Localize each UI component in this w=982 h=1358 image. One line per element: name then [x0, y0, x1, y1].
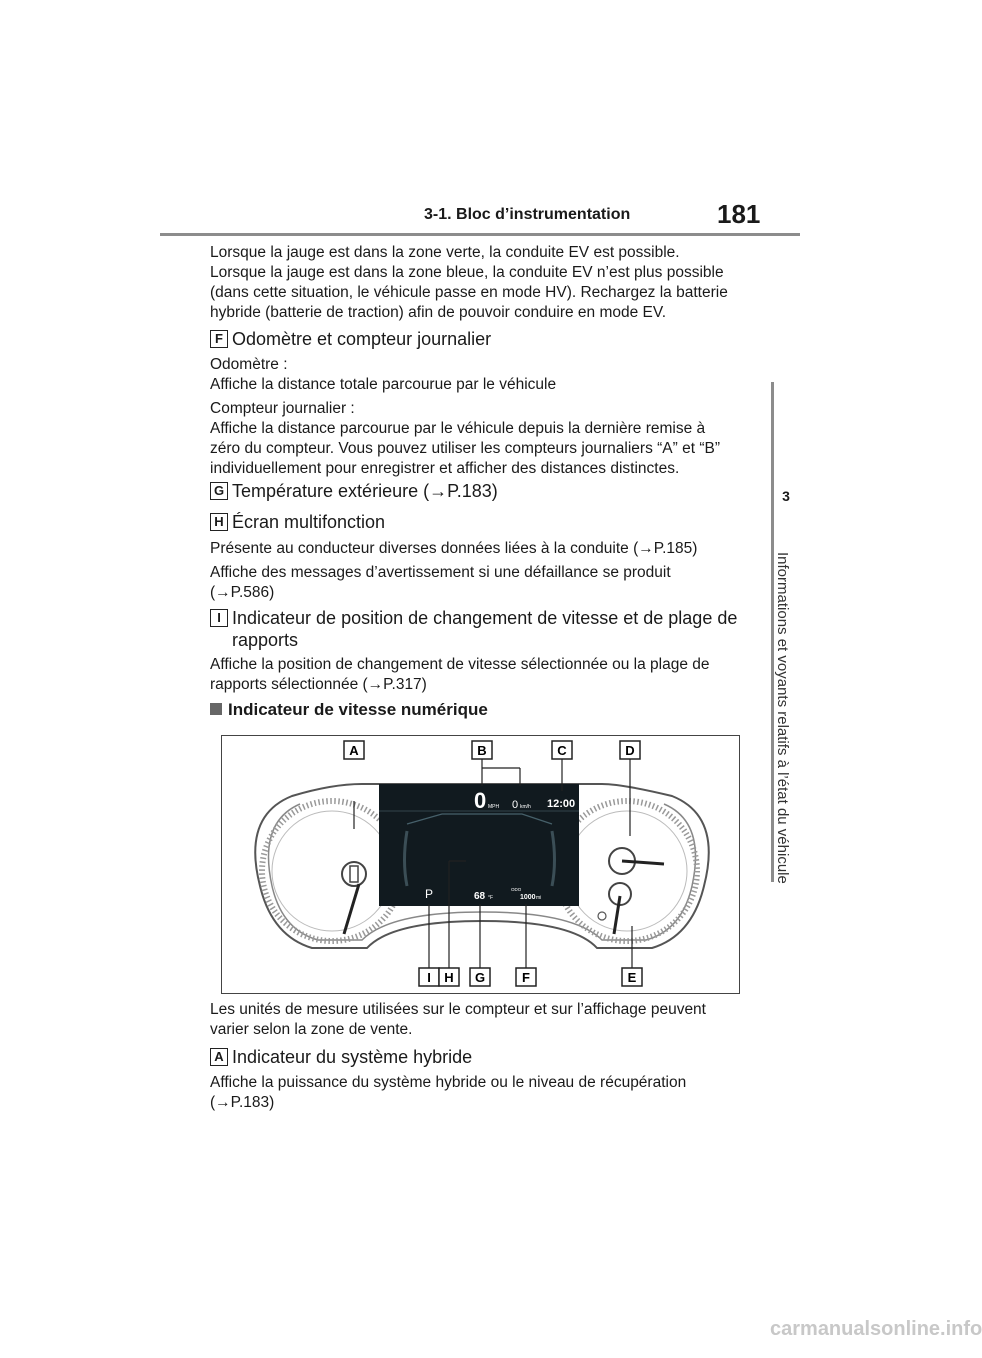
intro-line: Lorsque la jauge est dans la zone verte, la conduite EV est possible. — [210, 244, 680, 261]
text-line: Affiche la distance parcourue par le véhicule depuis la dernière remise à — [210, 420, 706, 437]
text-line: rapports sélectionnée (→P.317) — [210, 676, 427, 693]
text-line: (→P.183) — [210, 1094, 275, 1111]
svg-text:E: E — [627, 970, 637, 985]
heading-multiscreen: Écran multifonction — [232, 512, 386, 532]
intro-line: Lorsque la jauge est dans la zone bleue, la conduite EV n’est plus possible — [210, 264, 724, 281]
badge-f: F — [210, 330, 228, 348]
callout-b — [472, 741, 492, 759]
outside-temperature: 68 — [474, 891, 486, 902]
callout-h — [439, 968, 459, 986]
text-line: Présente au conducteur diverses données liées à la conduite (→P.185) — [210, 540, 698, 557]
section-title: 3-1. Bloc d’instrumentation — [424, 206, 631, 223]
text-line: Les unités de mesure utilisées sur le compteur et sur l’affichage peuvent — [210, 1001, 706, 1018]
text-line: individuellement pour enregistrer et afficher des distances distinctes. — [210, 460, 680, 477]
text-line: Affiche la puissance du système hybride ou le niveau de récupération — [210, 1074, 687, 1091]
callout-d — [620, 741, 640, 759]
badge-i: I — [210, 609, 228, 627]
left-gauge-needle — [344, 884, 359, 934]
watermark: carmanualsonline.info — [770, 1318, 982, 1340]
instrument-cluster-figure — [221, 735, 740, 994]
page-number: 181 — [717, 199, 761, 229]
text-line: zéro du compteur. Vous pouvez utiliser les compteurs journaliers “A” et “B” — [210, 440, 721, 457]
heading-hybrid-indicator: Indicateur du système hybride — [232, 1047, 473, 1067]
speed-mph: 0 — [474, 788, 487, 813]
callout-f — [516, 968, 536, 986]
svg-text:H: H — [444, 970, 454, 985]
heading-digital-speed-text: Indicateur de vitesse numérique — [228, 700, 488, 719]
badge-h: H — [210, 513, 228, 531]
text-line: Affiche la position de changement de vitesse sélectionnée ou la plage de — [210, 656, 710, 673]
intro-line: hybride (batterie de traction) afin de pouvoir conduire en mode EV. — [210, 304, 667, 321]
text-line: varier selon la zone de vente. — [210, 1021, 413, 1038]
svg-text:B: B — [477, 743, 487, 758]
callout-g — [470, 968, 490, 986]
badge-a: A — [210, 1048, 228, 1066]
svg-text:F: F — [522, 970, 530, 985]
svg-text:C: C — [557, 743, 567, 758]
heading-shift: Indicateur de position de changement de vitesse et de plage de — [232, 608, 738, 628]
left-gauge-inner — [272, 811, 392, 931]
text-line: (→P.586) — [210, 584, 275, 601]
clock: 12:00 — [547, 798, 576, 810]
text-line: Odomètre : — [210, 356, 288, 373]
callout-a — [344, 741, 364, 759]
square-bullet-icon — [210, 703, 222, 715]
odo-label: ODO — [511, 887, 522, 892]
speed-mph-unit: MPH — [488, 804, 500, 810]
svg-text:I: I — [427, 970, 431, 985]
heading-odometer: Odomètre et compteur journalier — [232, 329, 492, 349]
heading-shift-2: rapports — [232, 630, 299, 650]
temperature-unit: °F — [488, 895, 494, 901]
speed-kmh: 0 — [512, 799, 519, 811]
svg-text:D: D — [625, 743, 635, 758]
chapter-title: Informations et voyants relatifs à l’état du véhicule — [774, 552, 791, 884]
text-line: Affiche des messages d’avertissement si une défaillance se produit — [210, 564, 671, 581]
intro-line: (dans cette situation, le véhicule passe en mode HV). Rechargez la batterie — [210, 284, 728, 301]
cluster-illustration — [222, 736, 738, 992]
badge-g: G — [210, 482, 228, 500]
svg-text:G: G — [474, 970, 486, 985]
callout-e — [622, 968, 642, 986]
odometer-value: 1000 — [520, 894, 536, 901]
text-line: Compteur journalier : — [210, 400, 355, 417]
callout-c — [552, 741, 572, 759]
speed-kmh-unit: km/h — [520, 804, 531, 810]
heading-temperature: Température extérieure (→P.183) — [232, 481, 498, 501]
indicator-dot — [598, 912, 606, 920]
svg-text:A: A — [349, 743, 359, 758]
chapter-number: 3 — [782, 488, 790, 504]
gear-indicator: P — [425, 887, 434, 901]
text-line: Affiche la distance totale parcourue par le véhicule — [210, 376, 557, 393]
odometer-unit: mi — [536, 895, 542, 901]
callout-i — [419, 968, 439, 986]
heading-digital-speed — [210, 700, 488, 720]
header-rule — [160, 233, 800, 236]
